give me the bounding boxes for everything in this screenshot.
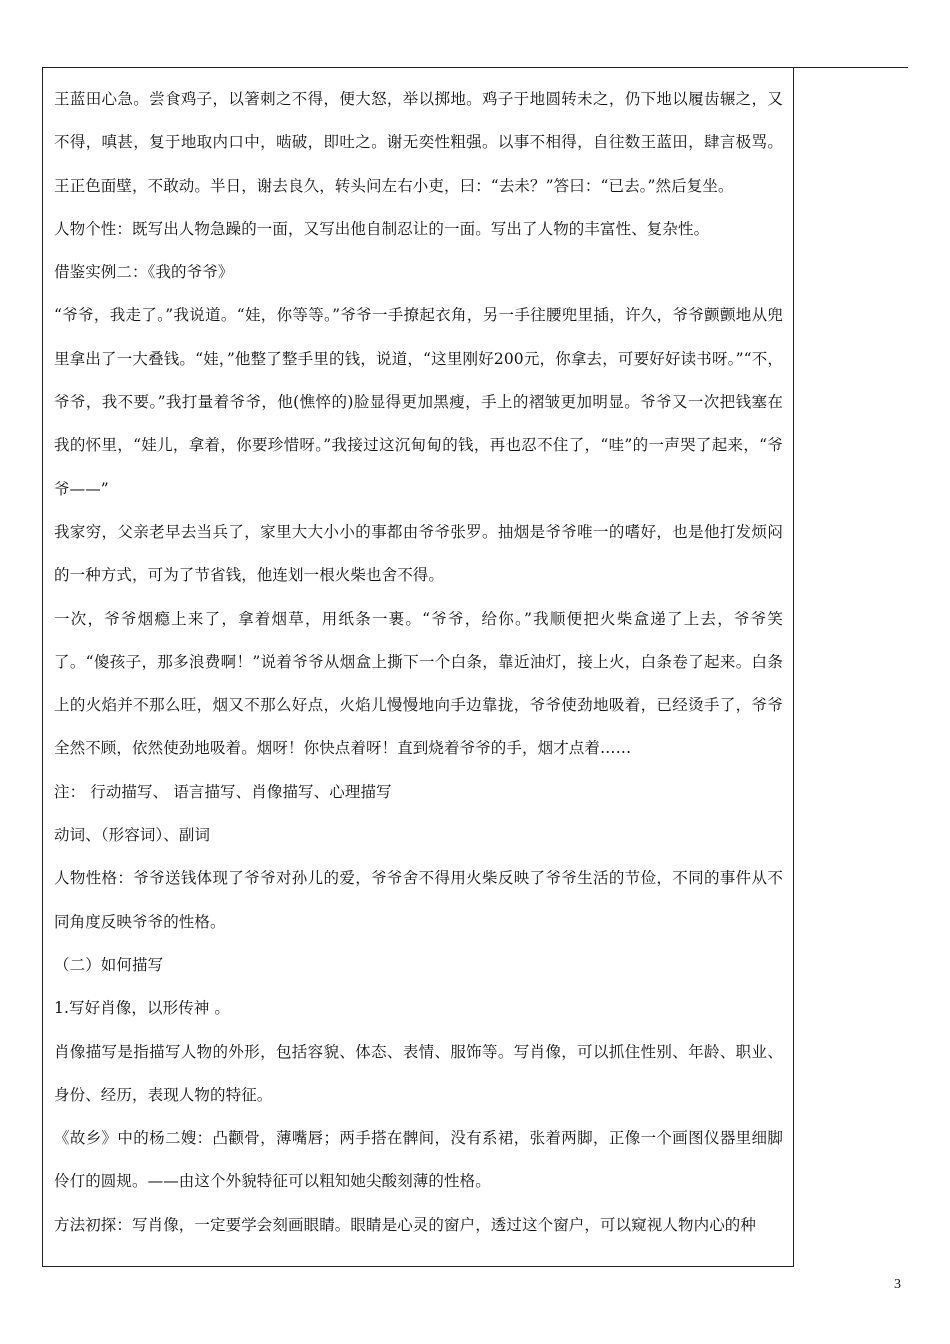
subheading-portrait: 1.写好肖像，以形传神 。 — [54, 999, 231, 1018]
paragraph-word-types: 动词、（形容词）、副词 — [54, 826, 211, 845]
paragraph-cigarette-story: 一次，爷爷烟瘾上来了，拿着烟草，用纸条一裹。“爷爷，给你。”我顺便把火柴盒递了上去，爷爷笑了。“傻孩子，那多浪费啊！”说着爷爷从烟盒上撕下一个白条，靠近油灯，接上火，白条卷了起来。白条上的火焰并不那么旺，烟又不那么好点，火焰儿慢慢地向手边靠拢，爷爷使劲地吸着，已经烫手了，爷爷全然不顾，依然使劲地吸着。烟呀！你快点着呀！直到烧着爷爷的手，烟才点着…… — [54, 609, 783, 758]
paragraph-family-background: 我家穷，父亲老早去当兵了，家里大大小小的事都由爷爷张罗。抽烟是爷爷唯一的嗜好，也是他打发烦闷的一种方式，可为了节省钱，他连划一根火柴也舍不得。 — [54, 522, 783, 585]
content-box — [42, 67, 794, 1267]
paragraph-character-traits: 人物性格：爷爷送钱体现了爷爷对孙儿的爱，爷爷舍不得用火柴反映了爷爷生活的节俭，不同的事件从不同角度反映爷爷的性格。 — [54, 869, 783, 931]
paragraph-character-note: 人物个性：既写出人物急躁的一面，又写出他自制忍让的一面。写出了人物的丰富性、复杂性。 — [54, 219, 710, 238]
paragraph-grandpa-dialogue: “爷爷，我走了。”我说道。“娃，你等等。”爷爷一手撩起衣角，另一手往腰兜里插，许久，爷爷颤颤地从兜里拿出了一大叠钱。“娃，”他整了整手里的钱，说道，“这里刚好200元，你拿去，可要好好读书呀。”“不，爷爷，我不要。”我打量着爷爷，他(憔悴的)脸显得更加黑瘦，手上的褶皱更加明显。爷爷又一次把钱塞在我的怀里，“娃儿，拿着，你要珍惜呀。”我接过这沉甸甸的钱，再也忍不住了，“哇”的一声哭了起来，“爷爷——” — [54, 306, 783, 498]
paragraph-portrait-definition: 肖像描写是指描写人物的外形，包括容貌、体态、表情、服饰等。写肖像，可以抓住性别、年龄、职业、身份、经历，表现人物的特征。 — [54, 1042, 783, 1104]
paragraph-annotation: 注： 行动描写、 语言描写、肖像描写、心理描写 — [54, 782, 392, 801]
page-number: 3 — [894, 1277, 901, 1292]
paragraph-yang-ersao-example: 《故乡》中的杨二嫂：凸颧骨，薄嘴唇；两手搭在髀间，没有系裙，张着两脚，正像一个画图仪器里细脚伶仃的圆规。——由这个外貌特征可以粗知她尖酸刻薄的性格。 — [54, 1129, 783, 1191]
paragraph-anecdote: 王蓝田心急。尝食鸡子，以箸刺之不得，便大怒，举以掷地。鸡子于地圆转未之，仍下地以履齿辗之，又不得，嗔甚，复于地取内口中，啮破，即吐之。谢无奕性粗强。以事不相得，自往数王蓝田，肆言极骂。王正色面壁，不敢动。半日，谢去良久，转头问左右小吏，曰：“去未？”答曰：“已去。”然后复坐。 — [54, 90, 783, 195]
paragraph-example-title: 借鉴实例二：《我的爷爷》 — [54, 263, 234, 282]
section-heading-how-to-describe: （二）如何描写 — [54, 955, 164, 974]
paragraph-method-eyes: 方法初探：写肖像，一定要学会刻画眼睛。眼睛是心灵的窗户，透过这个窗户，可以窥视人物内心的种 — [54, 1215, 757, 1234]
